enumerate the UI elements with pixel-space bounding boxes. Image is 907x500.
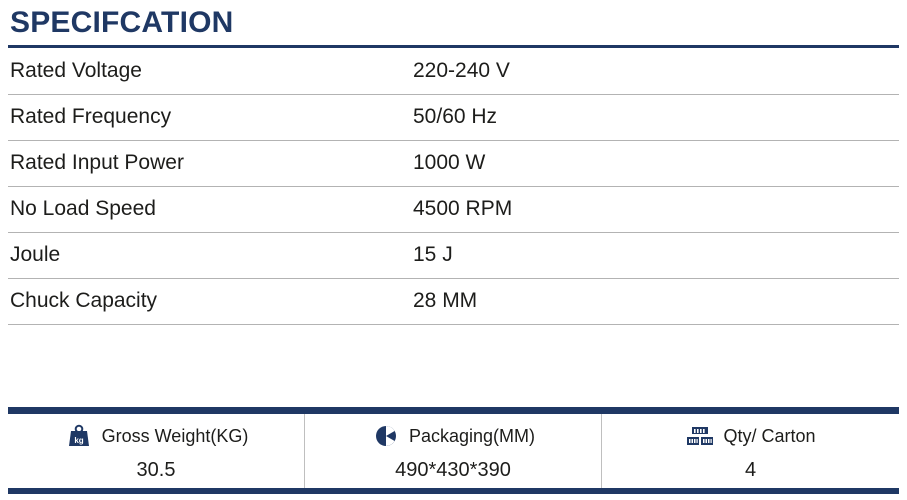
info-cell-value: 490*430*390 bbox=[395, 459, 511, 481]
info-cell-label: Qty/ Carton bbox=[723, 425, 816, 446]
spec-label: Rated Input Power bbox=[8, 140, 405, 186]
carton-stack-icon bbox=[685, 423, 715, 449]
table-row bbox=[8, 186, 899, 232]
info-cell-header bbox=[305, 421, 601, 451]
weight-kg-icon bbox=[64, 423, 94, 449]
info-band bbox=[8, 407, 899, 494]
spec-value: 28 MM bbox=[405, 278, 899, 324]
svg-text:kg: kg bbox=[73, 436, 84, 445]
band-top-divider bbox=[8, 407, 899, 414]
page-title: SPECIFCATION bbox=[10, 6, 234, 39]
specification-table bbox=[8, 48, 899, 325]
spec-label: No Load Speed bbox=[8, 186, 405, 232]
spec-label: Rated Voltage bbox=[8, 48, 405, 94]
table-row bbox=[8, 278, 899, 324]
spec-value: 15 J bbox=[405, 232, 899, 278]
spec-value: 4500 RPM bbox=[405, 186, 899, 232]
info-cell-gross-weight bbox=[8, 414, 305, 488]
table-row bbox=[8, 232, 899, 278]
info-cell-value: 4 bbox=[744, 459, 757, 481]
spec-label: Rated Frequency bbox=[8, 94, 405, 140]
table-row bbox=[8, 48, 899, 94]
info-cell-label: Gross Weight(KG) bbox=[101, 425, 249, 446]
spec-value: 1000 W bbox=[405, 140, 899, 186]
info-cell-qty-carton bbox=[602, 414, 899, 488]
spec-label: Joule bbox=[8, 232, 405, 278]
spec-label: Chuck Capacity bbox=[8, 278, 405, 324]
info-cell-packaging bbox=[305, 414, 602, 488]
info-cell-header bbox=[8, 421, 304, 451]
info-cell-header bbox=[602, 421, 899, 451]
spec-value: 220-240 V bbox=[405, 48, 899, 94]
info-cell-value: 30.5 bbox=[136, 459, 176, 481]
table-row bbox=[8, 94, 899, 140]
spec-value: 50/60 Hz bbox=[405, 94, 899, 140]
info-cell-label: Packaging(MM) bbox=[408, 425, 536, 446]
table-row bbox=[8, 140, 899, 186]
package-box-icon bbox=[371, 423, 401, 449]
